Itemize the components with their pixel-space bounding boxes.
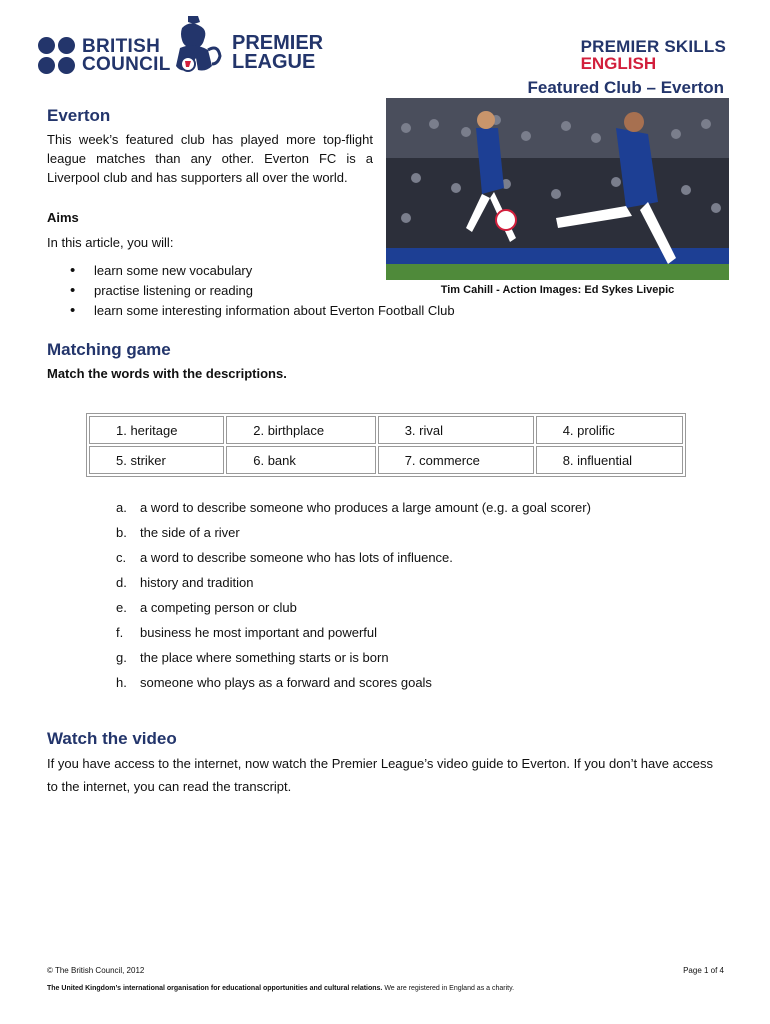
word-cell: 2. birthplace [226,416,375,444]
photo-caption: Tim Cahill - Action Images: Ed Sykes Livepic [440,284,675,296]
footer-statement [47,985,514,992]
list-item [116,600,591,625]
aims-lead: In this article, you will: [47,235,174,250]
table-row [89,446,683,474]
description-letter: c. [116,550,127,565]
bc-line-1: BRITISH [82,36,161,57]
footer-statement-bold: The United Kingdom’s international organisation for educational opportunities and cultural relations. [47,985,383,992]
matching-instruction: Match the words with the descriptions. [47,366,287,381]
footer-copyright: © The British Council, 2012 [47,966,145,975]
description-letter: e. [116,600,127,615]
description-letter: d. [116,575,127,590]
video-paragraph: If you have access to the internet, now watch the Premier League’s video guide to Everton. If you don’t have access to the internet, you can read the transcript. [47,756,714,794]
word-cell: 5. striker [89,446,224,474]
featured-club-title: Featured Club – Everton [527,78,724,97]
list-item [116,500,591,525]
british-council-logo [38,36,171,76]
footer-statement-plain: We are registered in England as a charity. [382,985,515,992]
description-letter: h. [116,675,127,690]
bc-line-2: COUNCIL [82,54,171,75]
description-text: the place where something starts or is born [140,650,389,665]
premier-skills-text: PREMIER SKILLS [580,37,726,56]
lion-icon [166,14,224,76]
section-heading-matching: Matching game [47,340,171,359]
intro-paragraph: This week’s featured club has played more top-flight league matches than any other. Everton FC is a Liverpool club and has supporters all over the world. [47,132,373,185]
match-photo [386,98,729,280]
list-item [116,650,591,675]
description-text: a word to describe someone who produces a large amount (e.g. a goal scorer) [140,500,591,515]
list-item [116,625,591,650]
word-cell: 1. heritage [89,416,224,444]
descriptions-list [116,500,591,700]
word-cell: 6. bank [226,446,375,474]
footer-page-number: Page 1 of 4 [683,966,724,975]
description-letter: a. [116,500,127,515]
description-text: a word to describe someone who has lots of influence. [140,550,453,565]
description-text: business he most important and powerful [140,625,378,640]
list-item [116,675,591,700]
word-cell: 3. rival [378,416,534,444]
description-letter: b. [116,525,127,540]
list-item [116,525,591,550]
list-item: • learn some new vocabulary [70,261,455,281]
table-row [89,416,683,444]
list-item [116,575,591,600]
premier-league-logo [166,12,323,76]
description-text: the side of a river [140,525,240,540]
description-text: a competing person or club [140,600,297,615]
list-item: • practise listening or reading [70,281,455,301]
description-letter: f. [116,625,124,640]
word-cell: 7. commerce [378,446,534,474]
pl-line-2: LEAGUE [232,51,316,73]
english-text: ENGLISH [580,54,657,73]
word-table [86,413,686,477]
pl-line-1: PREMIER [232,32,324,54]
british-council-dots-icon [38,37,76,75]
word-cell: 8. influential [536,446,683,474]
description-text: history and tradition [140,575,254,590]
description-text: someone who plays as a forward and scores goals [140,675,432,690]
list-item: • learn some interesting information about Everton Football Club [70,301,455,321]
section-heading-everton: Everton [47,106,111,125]
aims-heading: Aims [47,210,79,225]
list-item [116,550,591,575]
section-heading-video: Watch the video [47,729,177,748]
word-cell: 4. prolific [536,416,683,444]
aims-list [70,261,455,321]
description-letter: g. [116,650,127,665]
premier-skills-english-logo [581,38,726,72]
